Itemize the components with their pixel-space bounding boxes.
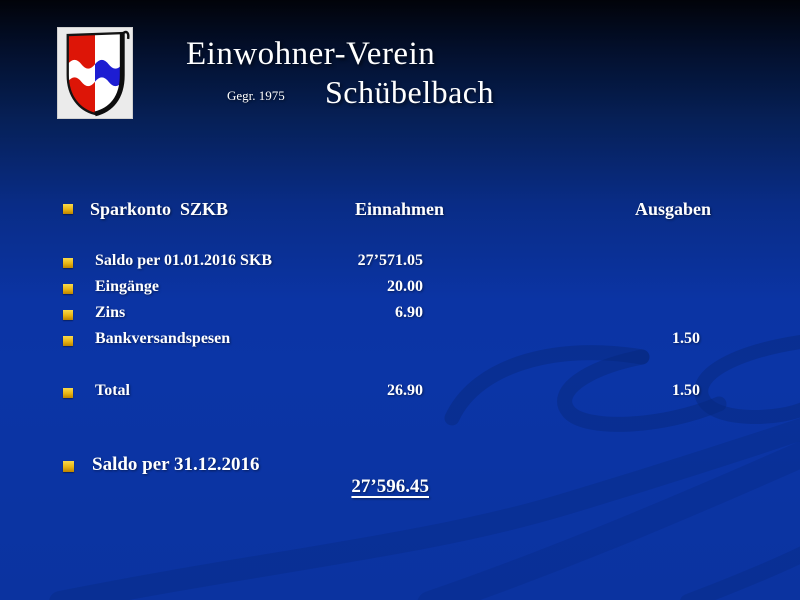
income-value: 20.00 [387, 278, 423, 295]
row-label: Saldo per 01.01.2016 SKB [95, 252, 273, 269]
bullet-icon [63, 388, 73, 398]
founded-year-label: Gegr. 1975 [227, 88, 285, 103]
schuebelbach-crest [58, 28, 132, 118]
bullet-icon [63, 204, 73, 214]
expenses-value: 1.50 [672, 330, 700, 347]
row-label: Eingänge [95, 278, 160, 295]
bullet-icon [63, 461, 74, 472]
row-label: Bankversandspesen [95, 330, 231, 347]
bullet-icon [63, 310, 73, 320]
total-row-label: Total [95, 382, 130, 399]
bullet-icon [63, 258, 73, 268]
bullet-icon [63, 284, 73, 294]
column-header-account: Sparkonto SZKB [90, 199, 229, 219]
closing-balance-value [270, 454, 429, 520]
coat-of-arms-icon [57, 27, 133, 119]
club-location-title: Schübelbach [325, 74, 494, 110]
column-header-expenses: Ausgaben [635, 199, 712, 219]
row-label: Zins [95, 304, 126, 321]
closing-balance-amount: 27’596.45 [351, 476, 429, 497]
closing-balance-label: Saldo per 31.12.2016 [92, 454, 260, 475]
column-header-income: Einnahmen [355, 199, 445, 219]
total-income-value: 26.90 [387, 382, 423, 399]
income-value: 27’571.05 [357, 252, 423, 269]
bullet-icon [63, 336, 73, 346]
total-expenses-value: 1.50 [672, 382, 700, 399]
income-value: 6.90 [395, 304, 423, 321]
club-name-title: Einwohner-Verein [186, 36, 436, 72]
